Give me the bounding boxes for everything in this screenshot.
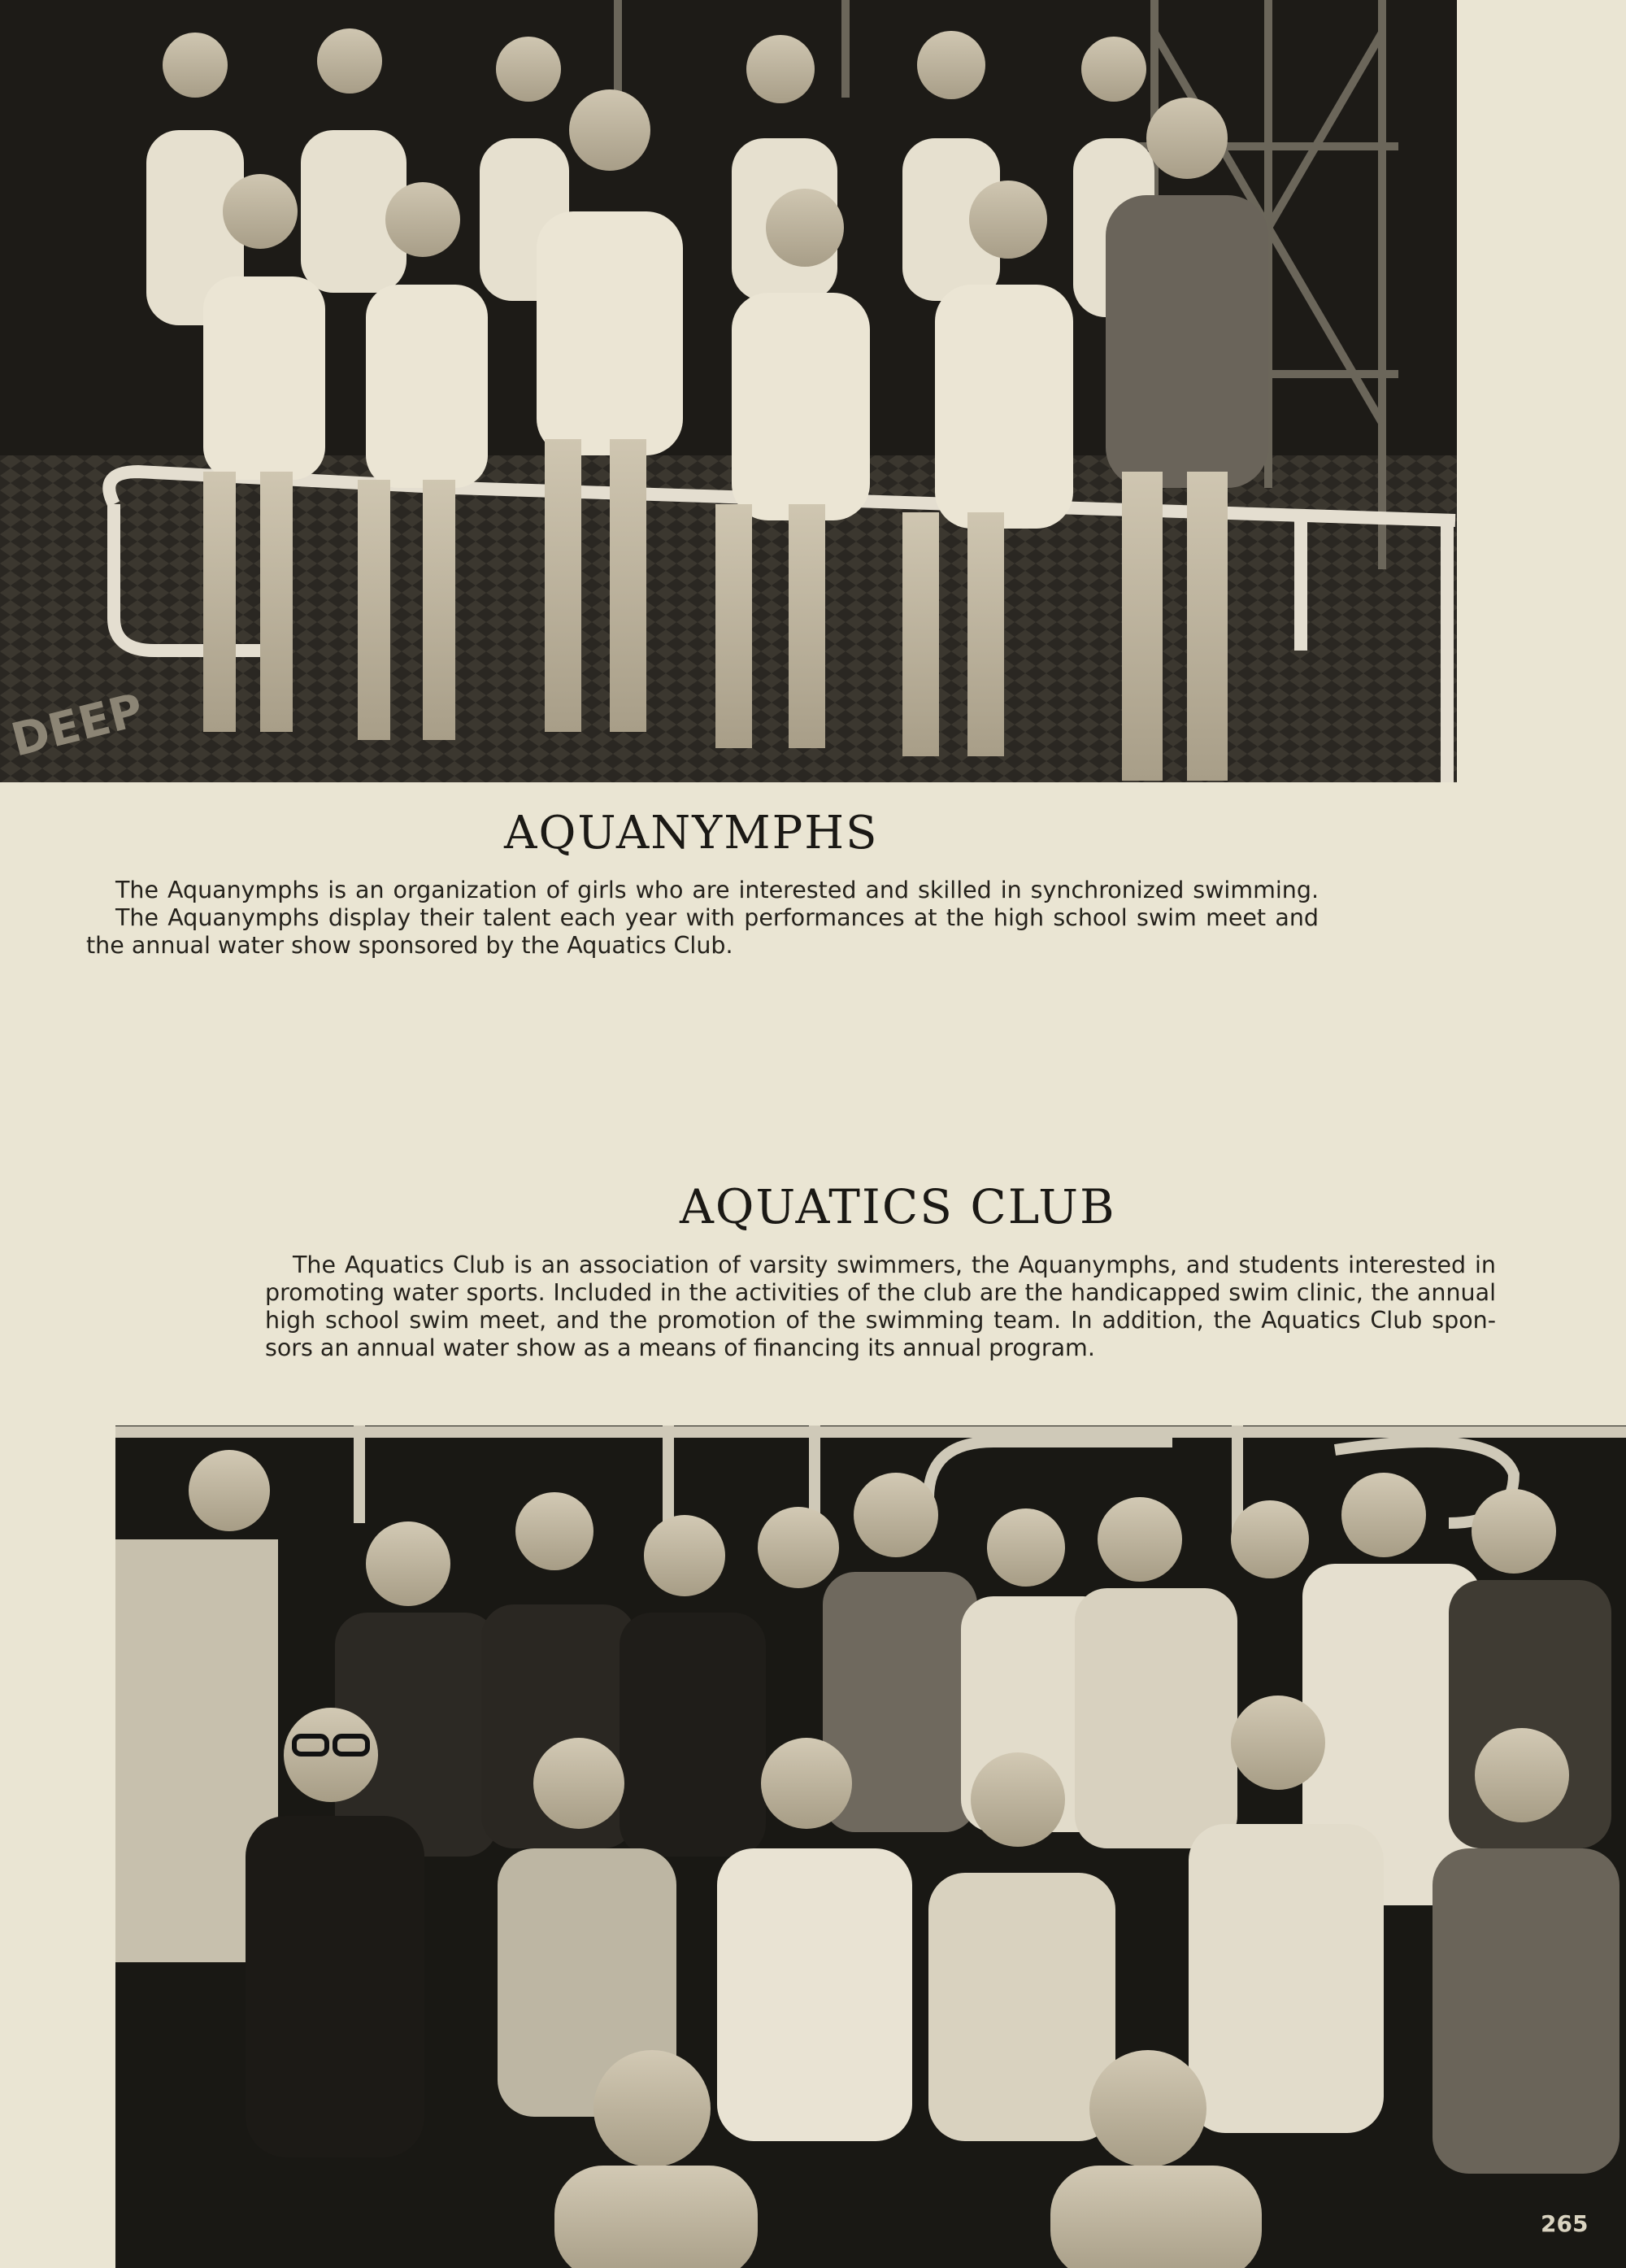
aquanymphs-group-photo bbox=[0, 0, 1457, 782]
aquatics-line-1: The Aquatics Club is an association of varsity swimmers, the Aquanymphs, and students interested in bbox=[293, 1252, 1496, 1278]
aquatics-line-4: sors an annual water show as a means of financing its annual program. bbox=[265, 1334, 1095, 1361]
aquanymphs-line-3: the annual water show sponsored by the Aquatics Club. bbox=[86, 932, 733, 959]
aquatics-line-3: high school swim meet, and the promotion of the swimming team. In addition, the Aquatics Club spon- bbox=[265, 1307, 1496, 1334]
aquanymphs-line-1: The Aquanymphs is an organization of girls who are interested and skilled in synchronized swimming. bbox=[115, 877, 1319, 903]
aquatics-club-heading: AQUATICS CLUB bbox=[680, 1179, 1116, 1234]
aquatics-club-photo-illustration bbox=[115, 1426, 1626, 2268]
aquanymphs-description bbox=[86, 877, 1319, 960]
aquatics-line-2: promoting water sports. Included in the activities of the club are the handicapped swim clinic, the annual bbox=[265, 1279, 1496, 1306]
aquatics-club-description bbox=[265, 1252, 1496, 1362]
deep-sign-text: DEEP bbox=[6, 683, 149, 768]
page-number: 265 bbox=[1541, 2210, 1589, 2237]
aquanymphs-heading: AQUANYMPHS bbox=[504, 807, 879, 860]
aquatics-club-group-photo bbox=[115, 1426, 1626, 2268]
aquanymphs-photo-illustration bbox=[0, 0, 1457, 782]
aquanymphs-line-2: The Aquanymphs display their talent each year with performances at the high school swim meet and bbox=[115, 904, 1319, 931]
